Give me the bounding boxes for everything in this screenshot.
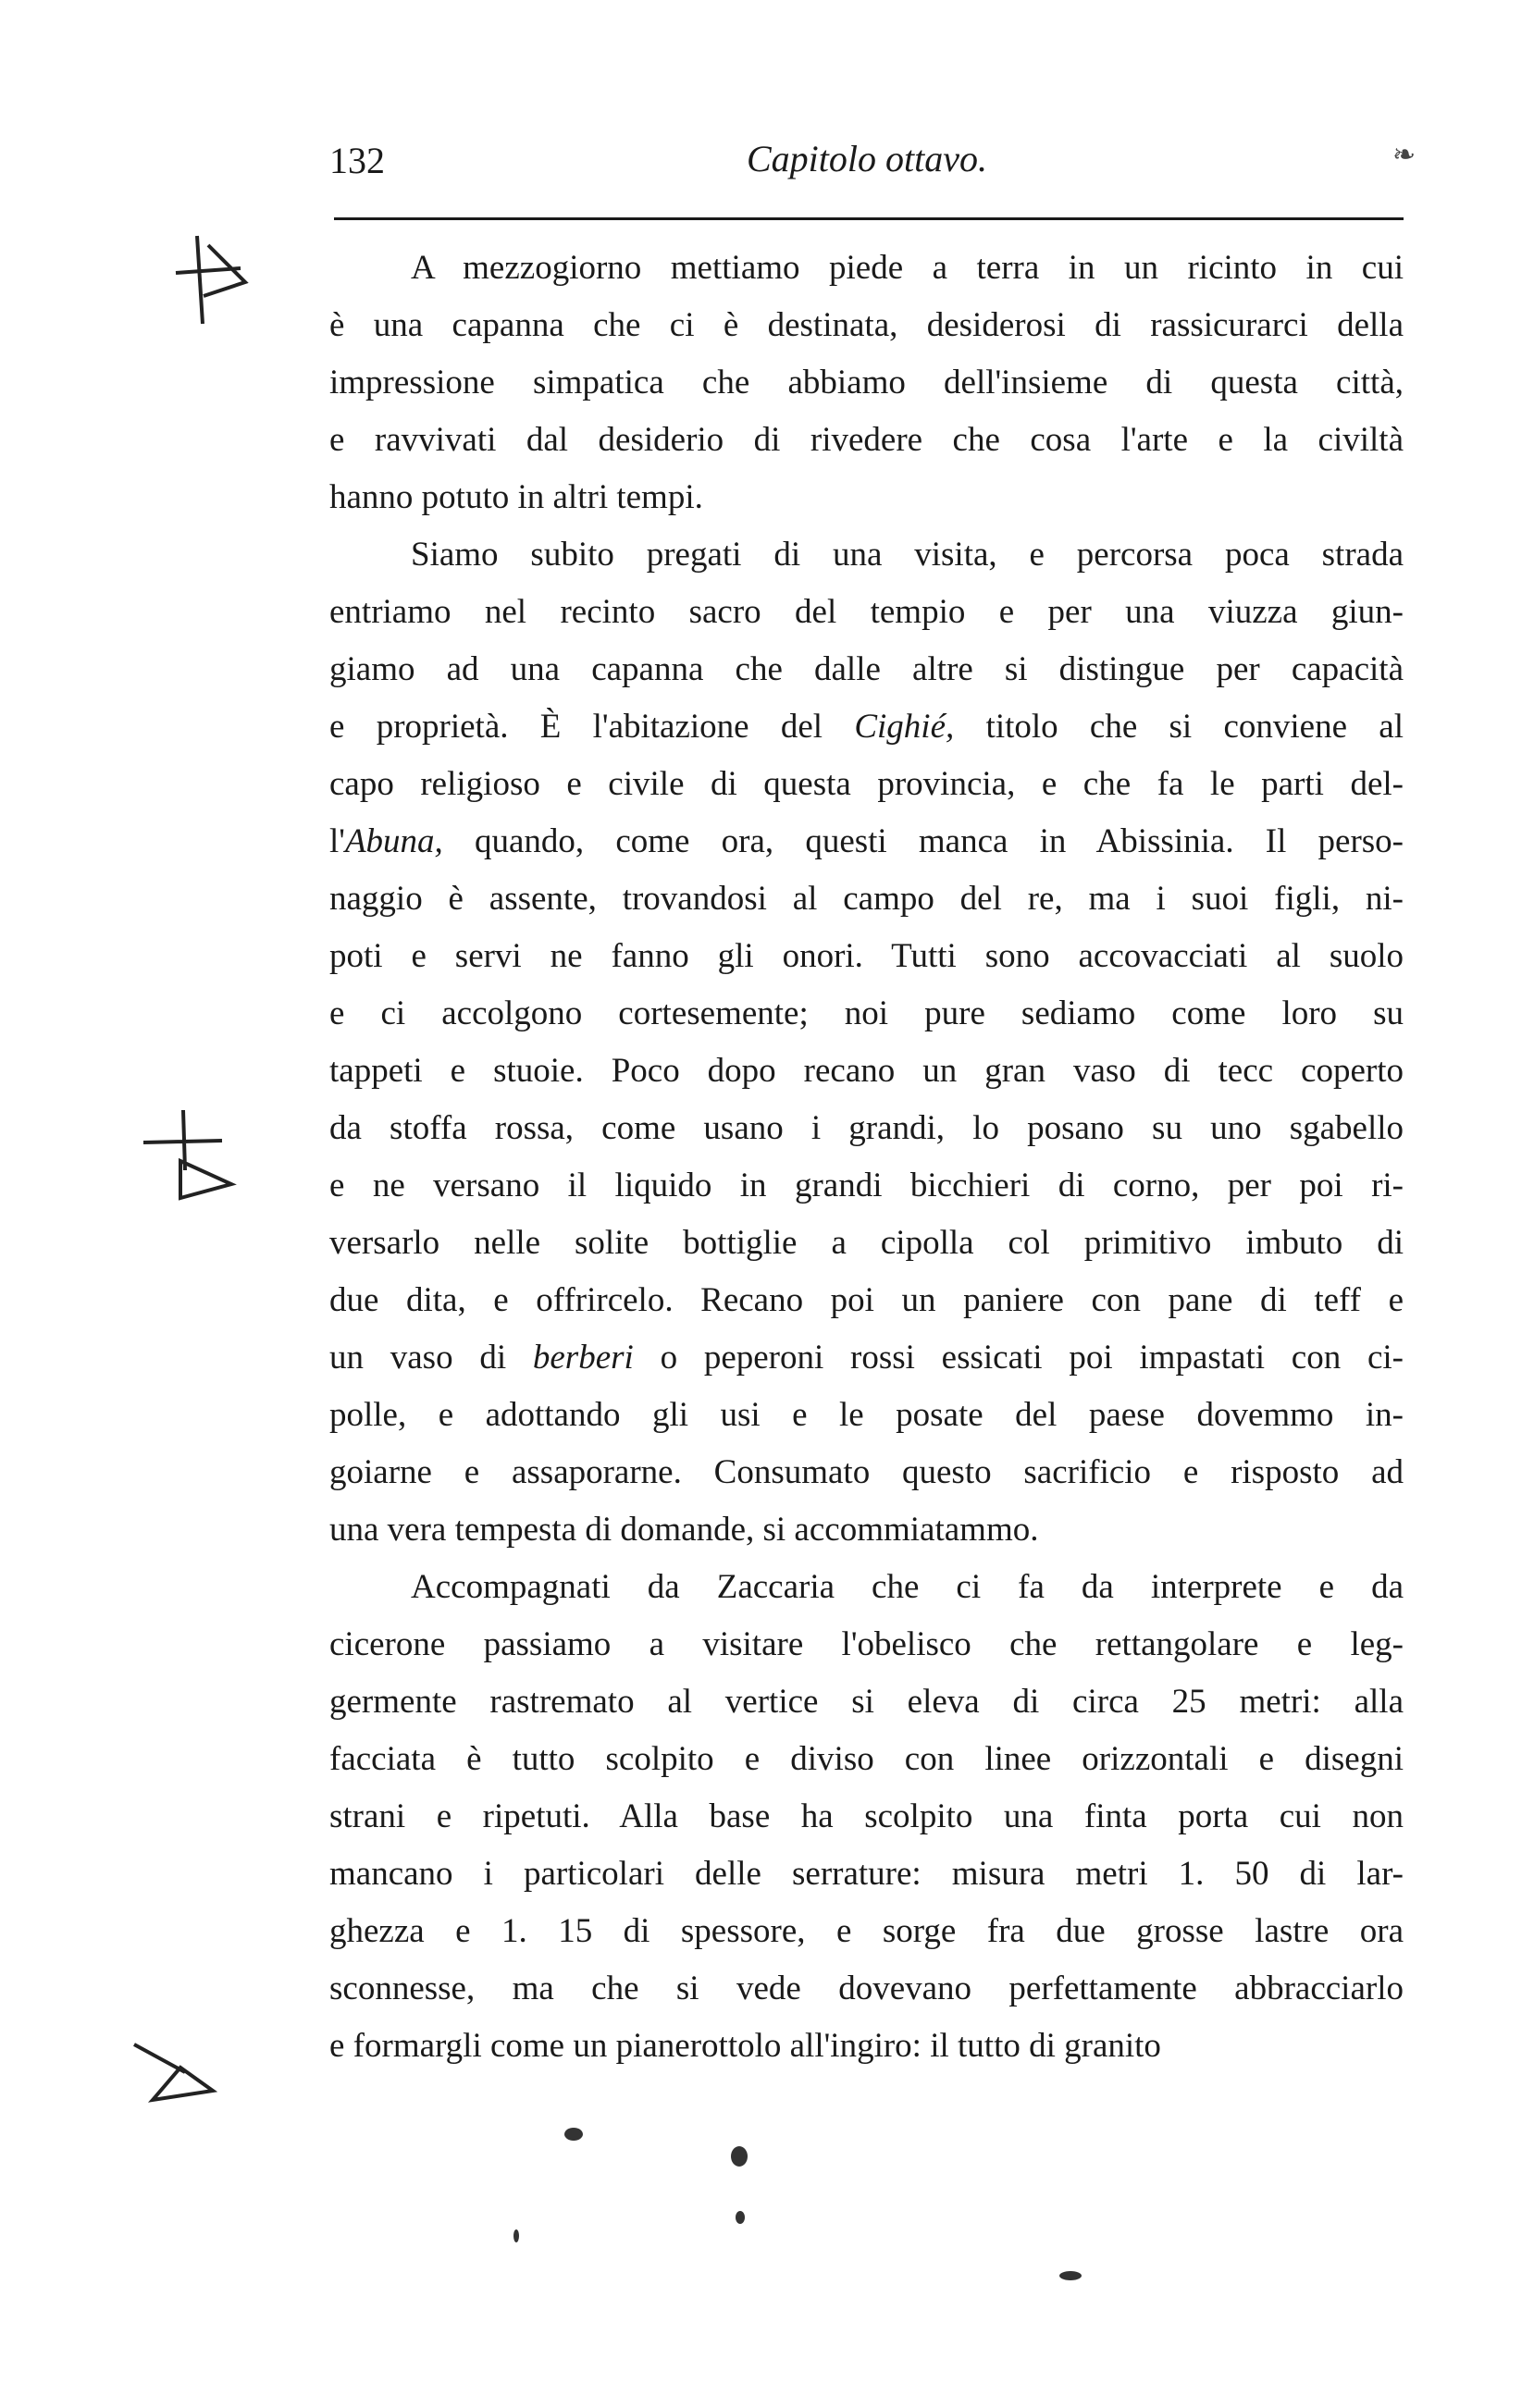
text-line: e ravvivati dal desiderio di rivedere che cosa l'arte e la civiltà bbox=[329, 421, 1404, 459]
text-line: germente rastremato al vertice si eleva di circa 25 metri: alla bbox=[329, 1683, 1404, 1721]
margin-mark-icon bbox=[139, 1105, 241, 1207]
paragraph bbox=[329, 240, 1404, 526]
text-line: versarlo nelle solite bottiglie a cipolla col primitivo imbuto di bbox=[329, 1224, 1404, 1262]
text-line: e ne versano il liquido in grandi bicchieri di corno, per poi ri- bbox=[329, 1167, 1404, 1204]
text-line: sconnesse, ma che si vede dovevano perfettamente abbracciarlo bbox=[329, 1970, 1404, 2007]
margin-mark-icon bbox=[171, 231, 254, 333]
text-line: naggio è assente, trovandosi al campo del re, ma i suoi figli, ni- bbox=[329, 880, 1404, 918]
page-number: 132 bbox=[329, 140, 385, 181]
speck bbox=[1059, 2271, 1082, 2280]
speck bbox=[731, 2146, 748, 2167]
text-line: Siamo subito pregati di una visita, e percorsa poca strada bbox=[411, 536, 1404, 574]
text-line: e formargli come un pianerottolo all'ingiro: il tutto di granito bbox=[329, 2027, 1161, 2065]
header-rule bbox=[334, 217, 1404, 220]
body-text bbox=[329, 240, 1404, 2075]
paragraph bbox=[329, 1559, 1404, 2075]
running-title: Capitolo ottavo. bbox=[747, 138, 987, 179]
text-line: A mezzogiorno mettiamo piede a terra in un ricinto in cui bbox=[411, 249, 1404, 287]
text-line: mancano i particolari delle serrature: misura metri 1. 50 di lar- bbox=[329, 1855, 1404, 1893]
margin-mark-icon bbox=[130, 2035, 231, 2109]
text-line: ghezza e 1. 15 di spessore, e sorge fra due grosse lastre ora bbox=[329, 1912, 1404, 1950]
text-line: e ci accolgono cortesemente; noi pure sediamo come loro su bbox=[329, 994, 1404, 1032]
text-segment: l' bbox=[329, 822, 345, 860]
text-segment: e proprietà. È l'abitazione del bbox=[329, 708, 855, 746]
text-line bbox=[329, 813, 1404, 871]
text-line: una vera tempesta di domande, si accommiatammo. bbox=[329, 1511, 1039, 1549]
text-line: impressione simpatica che abbiamo dell'insieme di questa città, bbox=[329, 364, 1404, 401]
italic-term: Cighié, bbox=[854, 708, 955, 746]
text-line: cicerone passiamo a visitare l'obelisco che rettangolare e leg- bbox=[329, 1625, 1404, 1663]
ornament-icon: ❧ bbox=[1392, 140, 1416, 170]
text-line: capo religioso e civile di questa provincia, e che fa le parti del- bbox=[329, 765, 1404, 803]
text-line: è una capanna che ci è destinata, desiderosi di rassicurarci della bbox=[329, 306, 1404, 344]
text-line: entriamo nel recinto sacro del tempio e per una viuzza giun- bbox=[329, 593, 1404, 631]
text-line: tappeti e stuoie. Poco dopo recano un gran vaso di tecc coperto bbox=[329, 1052, 1404, 1090]
italic-term: berberi bbox=[532, 1339, 634, 1377]
text-segment: un vaso di bbox=[329, 1339, 533, 1377]
text-line: polle, e adottando gli usi e le posate del paese dovemmo in- bbox=[329, 1396, 1404, 1434]
text-line: hanno potuto in altri tempi. bbox=[329, 478, 703, 516]
text-line bbox=[329, 698, 1404, 756]
italic-term: Abuna, bbox=[344, 822, 443, 860]
text-segment: quando, come ora, questi manca in Abissinia. Il perso- bbox=[442, 822, 1404, 860]
text-line: Accompagnati da Zaccaria che ci fa da interprete e da bbox=[411, 1568, 1404, 1606]
speck bbox=[513, 2229, 519, 2242]
paragraph bbox=[329, 526, 1404, 1559]
text-line: giamo ad una capanna che dalle altre si distingue per capacità bbox=[329, 650, 1404, 688]
text-line: facciata è tutto scolpito e diviso con linee orizzontali e disegni bbox=[329, 1740, 1404, 1778]
text-line: poti e servi ne fanno gli onori. Tutti sono accovacciati al suolo bbox=[329, 937, 1404, 975]
text-segment: titolo che si conviene al bbox=[954, 708, 1404, 746]
speck bbox=[736, 2211, 745, 2224]
text-line: goiarne e assaporarne. Consumato questo sacrificio e risposto ad bbox=[329, 1453, 1404, 1491]
text-line: da stoffa rossa, come usano i grandi, lo posano su uno sgabello bbox=[329, 1109, 1404, 1147]
text-segment: o peperoni rossi essicati poi impastati con ci- bbox=[633, 1339, 1404, 1377]
text-line: due dita, e offrircelo. Recano poi un paniere con pane di teff e bbox=[329, 1281, 1404, 1319]
text-line bbox=[329, 1329, 1404, 1387]
text-line: strani e ripetuti. Alla base ha scolpito una finta porta cui non bbox=[329, 1797, 1404, 1835]
speck bbox=[564, 2128, 583, 2141]
